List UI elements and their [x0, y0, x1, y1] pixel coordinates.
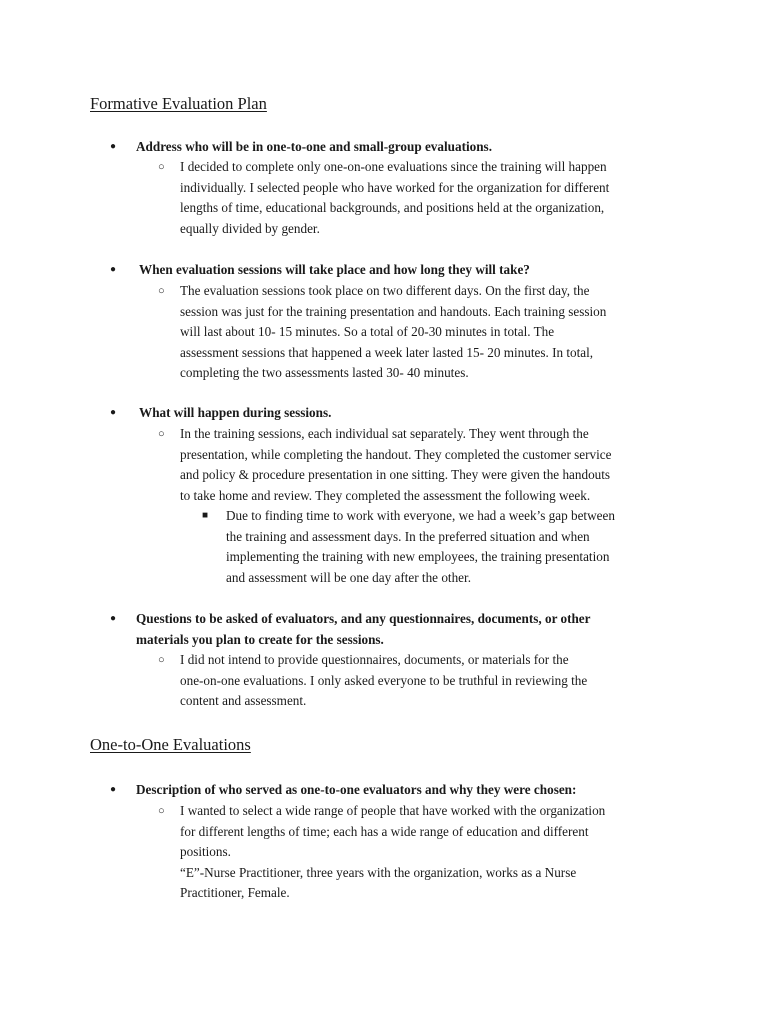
- answer-line: equally divided by gender.: [180, 220, 320, 236]
- bullet-disc-icon: ●: [110, 407, 117, 418]
- section-heading-one-to-one-evaluations: One-to-One Evaluations: [90, 735, 251, 754]
- bullet-circle-icon: ○: [158, 161, 165, 173]
- answer-line: “E”-Nurse Practitioner, three years with the organization, works as a Nurse: [180, 864, 577, 880]
- bullet-square-icon: ■: [202, 510, 209, 521]
- question-evaluation-participants: [110, 137, 492, 158]
- section-heading-formative-evaluation-plan: Formative Evaluation Plan: [90, 94, 267, 113]
- answer-line: to take home and review. They completed the assessment the following week.: [180, 487, 591, 503]
- sub-answer-session-activities: [202, 506, 615, 588]
- answer-line: completing the two assessments lasted 30- 40 minutes.: [180, 365, 469, 381]
- sub-answer-line: Due to finding time to work with everyone, we had a week’s gap between: [226, 508, 615, 523]
- bullet-circle-icon: ○: [158, 428, 165, 440]
- answer-line: content and assessment.: [180, 693, 307, 709]
- question-session-timing: [110, 260, 530, 281]
- answer-line: for different lengths of time; each has a wide range of education and different: [180, 823, 589, 839]
- bullet-disc-icon: ●: [110, 264, 117, 275]
- answer-line: individually. I selected people who have worked for the organization for different: [180, 179, 610, 195]
- answer-line: will last about 10- 15 minutes. So a total of 20-30 minutes in total. The: [180, 324, 555, 340]
- answer-line: I did not intend to provide questionnaires, documents, or materials for the: [180, 652, 569, 667]
- answer-line: lengths of time, educational backgrounds, and positions held at the organization,: [180, 200, 605, 216]
- answer-line: session was just for the training presentation and handouts. Each training session: [180, 303, 607, 319]
- answer-session-activities: [158, 424, 612, 506]
- question-line: materials you plan to create for the sessions.: [136, 631, 384, 647]
- sub-answer-line: and assessment will be one day after the other.: [226, 569, 471, 585]
- bullet-circle-icon: ○: [158, 654, 165, 666]
- question-line: What will happen during sessions.: [139, 405, 332, 420]
- answer-line: The evaluation sessions took place on two different days. On the first day, the: [180, 283, 590, 298]
- sub-answer-line: the training and assessment days. In the preferred situation and when: [226, 528, 590, 544]
- bullet-disc-icon: ●: [110, 784, 117, 795]
- question-line: Questions to be asked of evaluators, and any questionnaires, documents, or other: [136, 611, 591, 626]
- answer-line: Practitioner, Female.: [180, 885, 290, 901]
- answer-line: positions.: [180, 844, 231, 860]
- answer-line: and policy & procedure presentation in one sitting. They were given the handouts: [180, 467, 611, 483]
- answer-line: presentation, while completing the handout. They completed the customer service: [180, 446, 612, 462]
- answer-evaluator-description: [158, 801, 605, 904]
- question-line: Address who will be in one-to-one and small-group evaluations.: [136, 139, 492, 154]
- bullet-circle-icon: ○: [158, 805, 165, 817]
- question-session-activities: [110, 403, 331, 424]
- bullet-disc-icon: ●: [110, 613, 117, 624]
- answer-session-timing: [158, 281, 606, 384]
- bullet-disc-icon: ●: [110, 141, 117, 152]
- question-evaluator-description: [110, 780, 576, 801]
- answer-line: one-on-one evaluations. I only asked everyone to be truthful in reviewing the: [180, 672, 588, 688]
- answer-line: I decided to complete only one-on-one evaluations since the training will happen: [180, 159, 607, 174]
- answer-evaluation-participants: [158, 157, 609, 239]
- answer-line: In the training sessions, each individual sat separately. They went through the: [180, 426, 589, 441]
- question-line: Description of who served as one-to-one evaluators and why they were chosen:: [136, 782, 577, 797]
- question-line: When evaluation sessions will take place and how long they will take?: [139, 262, 530, 277]
- answer-line: assessment sessions that happened a week later lasted 15- 20 minutes. In total,: [180, 344, 594, 360]
- bullet-circle-icon: ○: [158, 285, 165, 297]
- question-materials: [110, 609, 591, 650]
- sub-answer-line: implementing the training with new employees, the training presentation: [226, 549, 610, 565]
- answer-line: I wanted to select a wide range of people that have worked with the organization: [180, 803, 606, 818]
- answer-materials: [158, 650, 587, 712]
